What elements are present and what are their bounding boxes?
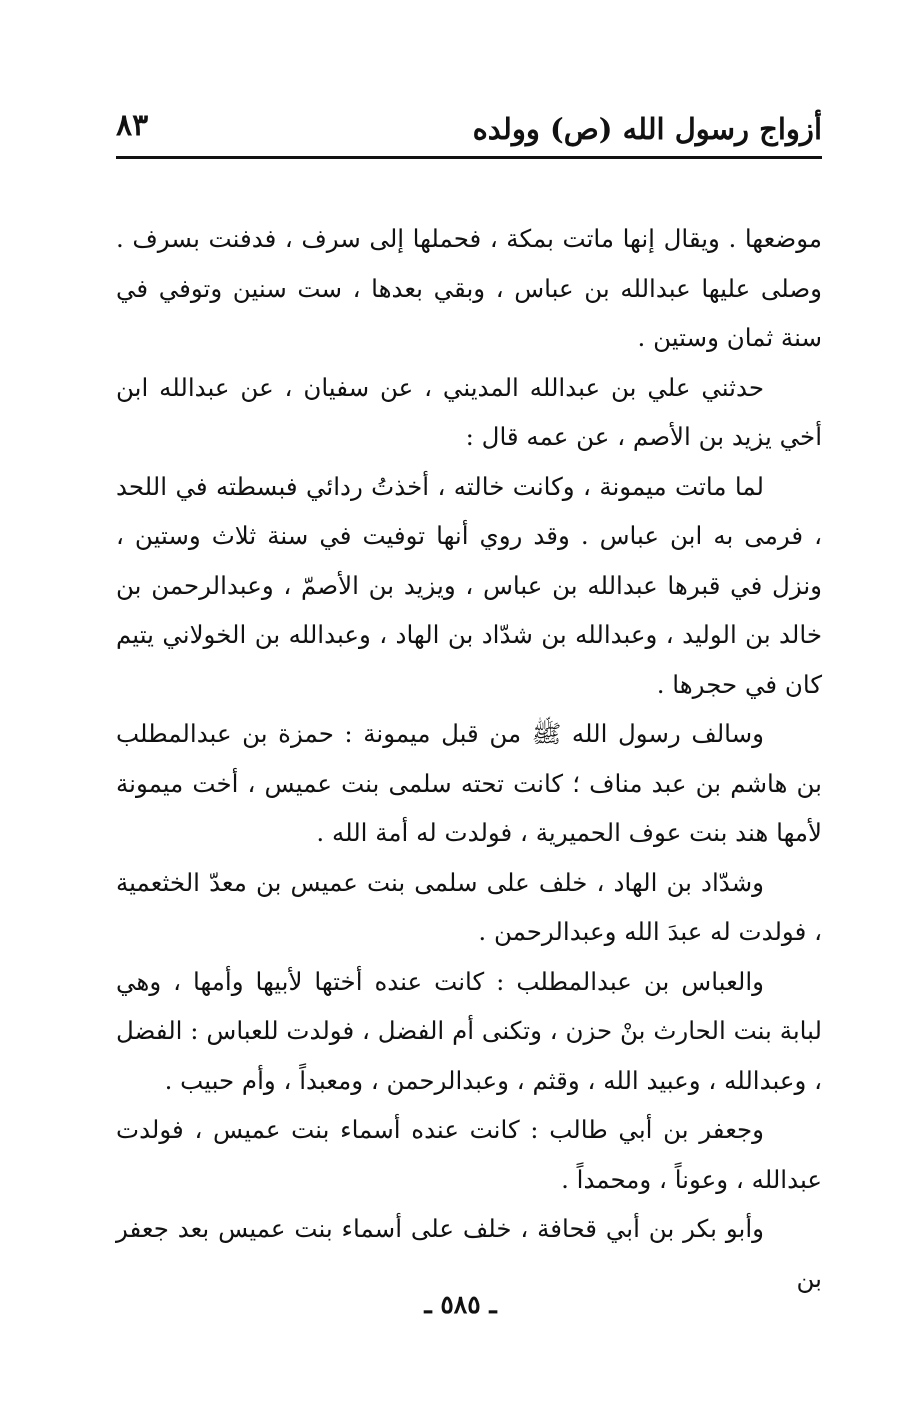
paragraph: والعباس بن عبدالمطلب : كانت عنده أختها لأبيها وأمها ، وهي لبابة بنت الحارث بنْ حزن ، وتكنى أم الفضل ، فولدت للعباس : الفضل ، وعبدالله ، وعبيد الله ، وقثم ، وعبدالرحمن ، ومعبداً ، وأم حبيب . xyxy=(116,966,822,1095)
paragraph: موضعها . ويقال إنها ماتت بمكة ، فحملها إلى سرف ، فدفنت بسرف . وصلى عليها عبدالله بن عباس ، وبقي بعدها ، ست سنين وتوفي في سنة ثمان وستين . xyxy=(116,224,822,352)
page-footer-number: ـ ٥٨٥ ـ xyxy=(424,1290,497,1319)
running-header xyxy=(116,104,822,156)
paragraph: وسالف رسول الله ﷺ من قبل ميمونة : حمزة بن عبدالمطلب بن هاشم بن عبد مناف ؛ كانت تحته سلمى بنت عميس ، أخت ميمونة لأمها هند بنت عوف الحميرية ، فولدت له أمة الله . xyxy=(116,719,822,847)
chapter-title: أزواج رسول الله (ص) وولده xyxy=(472,112,822,146)
header-divider xyxy=(116,156,822,159)
main-text xyxy=(116,214,822,1303)
paragraph: لما ماتت ميمونة ، وكانت خالته ، أخذتُ ردائي فبسطته في اللحد ، فرمى به ابن عباس . وقد روي أنها توفيت في سنة ثلاث وستين ، ونزل في قبرها عبدالله بن عباس ، ويزيد بن الأصمّ ، وعبدالرحمن بن خالد بن الوليد ، وعبدالله بن شدّاد بن الهاد ، وعبدالله بن الخولاني يتيم كان في حجرها . xyxy=(116,471,822,699)
paragraph: وشدّاد بن الهاد ، خلف على سلمى بنت عميس بن معدّ الخثعمية ، فولدت له عبدَ الله وعبدالرحمن . xyxy=(116,867,822,946)
paragraph: حدثني علي بن عبدالله المديني ، عن سفيان ، عن عبدالله ابن أخي يزيد بن الأصم ، عن عمه قال : xyxy=(116,372,822,451)
paragraph: وأبو بكر بن أبي قحافة ، خلف على أسماء بنت عميس بعد جعفر بن xyxy=(116,1214,822,1293)
paragraph: وجعفر بن أبي طالب : كانت عنده أسماء بنت عميس ، فولدت عبدالله ، وعوناً ، ومحمداً . xyxy=(116,1115,822,1194)
chapter-page-number: ٨٣ xyxy=(116,108,149,143)
